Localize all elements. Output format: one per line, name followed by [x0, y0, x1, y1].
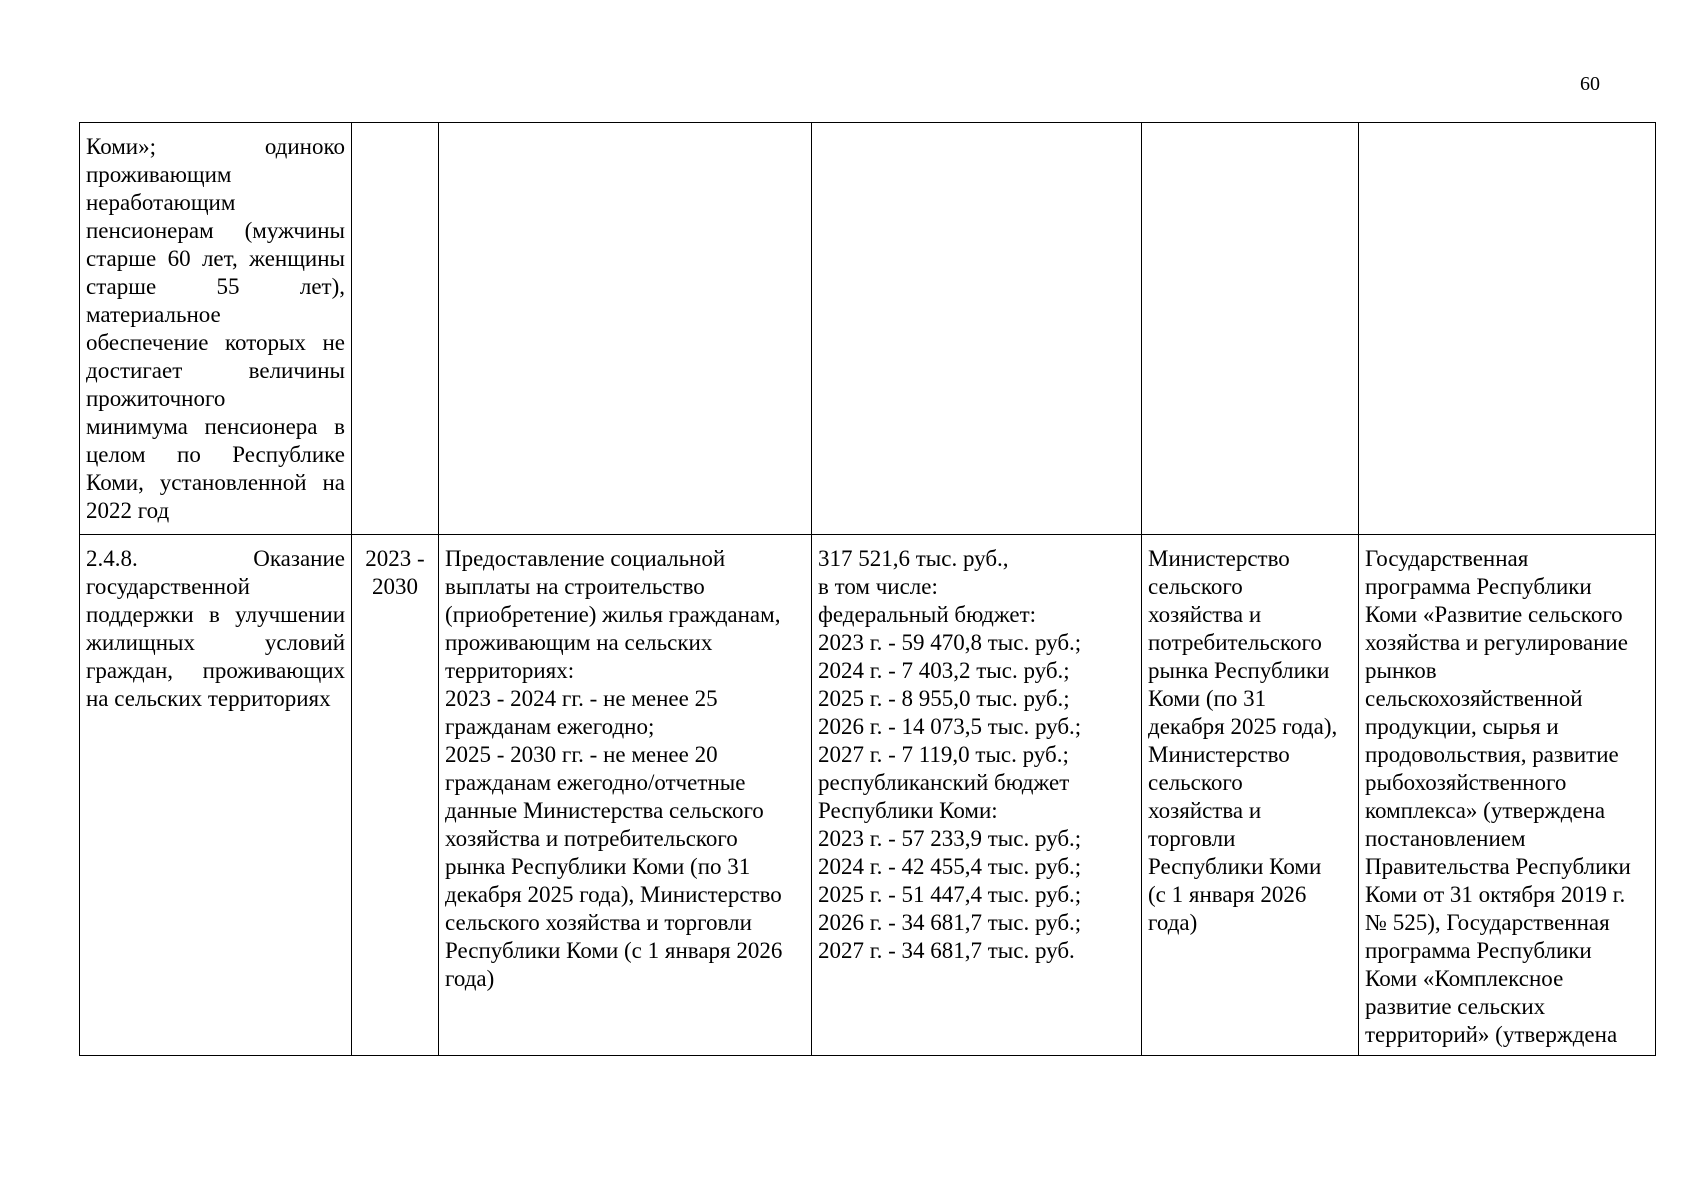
executor-cell — [1142, 123, 1359, 535]
text-line: (с 1 января 2026 — [1148, 882, 1307, 907]
page-number: 60 — [1580, 73, 1600, 95]
text-line: сельскохозяйственной — [1365, 686, 1583, 711]
text-line: жилищных условий — [86, 630, 345, 655]
text-line: сельского — [1148, 770, 1243, 795]
text-line: Республики Коми: — [818, 798, 998, 823]
lines — [86, 133, 345, 525]
text-line: продовольствия, развитие — [1365, 742, 1619, 767]
text-line: Коми»; одиноко — [86, 134, 345, 159]
text-line: Правительства Республики — [1365, 854, 1631, 879]
text-line: 2023 г. - 59 470,8 тыс. руб.; — [818, 630, 1082, 655]
text-line: 2025 г. - 8 955,0 тыс. руб.; — [818, 686, 1070, 711]
text-line: 2023 - — [365, 546, 425, 571]
text-line: Министерство — [1148, 742, 1290, 767]
text-line: старше 55 лет), — [86, 274, 345, 299]
text-line: 2025 г. - 51 447,4 тыс. руб.; — [818, 882, 1082, 907]
indicator-cell — [439, 123, 812, 535]
text-line: минимума пенсионера в — [86, 414, 345, 439]
period-cell — [352, 123, 439, 535]
text-line: федеральный бюджет: — [818, 602, 1037, 627]
text-line: 2022 год — [86, 498, 170, 523]
text-line: программа Республики — [1365, 938, 1592, 963]
text-line: 2023 - 2024 гг. - не менее 25 — [445, 686, 718, 711]
text-line: Республики Коми — [1148, 854, 1322, 879]
text-line: 2023 г. - 57 233,9 тыс. руб.; — [818, 826, 1082, 851]
text-line: проживающим — [86, 162, 232, 187]
text-line: гражданам ежегодно; — [445, 714, 655, 739]
text-line: комплекса» (утверждена — [1365, 798, 1606, 823]
text-line: 2.4.8. Оказание — [86, 546, 345, 571]
text-line: хозяйства и — [1148, 798, 1262, 823]
text-line: сельского — [1148, 574, 1243, 599]
table-row-continuation — [80, 123, 1656, 535]
text-line: сельского хозяйства и торговли — [445, 910, 752, 935]
text-line: рынков — [1365, 658, 1437, 683]
text-line: данные Министерства сельского — [445, 798, 764, 823]
text-line: торговли — [1148, 826, 1236, 851]
text-line: рыбохозяйственного — [1365, 770, 1567, 795]
text-line: года) — [1148, 910, 1198, 935]
program-cell — [1359, 123, 1656, 535]
text-line: Коми от 31 октября 2019 г. — [1365, 882, 1626, 907]
text-line: старше 60 лет, женщины — [86, 246, 345, 271]
text-line: 2027 г. - 7 119,0 тыс. руб.; — [818, 742, 1069, 767]
measure-name-cell — [80, 123, 352, 535]
text-line: года) — [445, 966, 495, 991]
executor-cell — [1142, 535, 1359, 1056]
text-line: поддержки в улучшении — [86, 602, 345, 627]
lines — [86, 545, 345, 713]
text-line: 2024 г. - 42 455,4 тыс. руб.; — [818, 854, 1082, 879]
text-line: Республики Коми (с 1 января 2026 — [445, 938, 783, 963]
text-line: постановлением — [1365, 826, 1526, 851]
text-line: обеспечение которых не — [86, 330, 345, 355]
program-cell — [1359, 535, 1656, 1056]
text-line: потребительского — [1148, 630, 1322, 655]
text-line: Коми (по 31 — [1148, 686, 1267, 711]
text-line: Государственная — [1365, 546, 1529, 571]
text-line: продукции, сырья и — [1365, 714, 1559, 739]
text-line: хозяйства и потребительского — [445, 826, 738, 851]
lines — [445, 545, 805, 993]
lines — [1365, 545, 1649, 1049]
measures-table — [79, 122, 1656, 1056]
text-line: республиканский бюджет — [818, 770, 1070, 795]
text-line: пенсионерам (мужчины — [86, 218, 345, 243]
text-line: программа Республики — [1365, 574, 1592, 599]
text-line: неработающим — [86, 190, 236, 215]
text-line: Министерство — [1148, 546, 1290, 571]
text-line: № 525), Государственная — [1365, 910, 1610, 935]
period-cell — [352, 535, 439, 1056]
text-line: прожиточного — [86, 386, 226, 411]
text-line: 2025 - 2030 гг. - не менее 20 — [445, 742, 718, 767]
text-line: Предоставление социальной — [445, 546, 726, 571]
text-line: развитие сельских — [1365, 994, 1546, 1019]
text-line: 317 521,6 тыс. руб., — [818, 546, 1009, 571]
text-line: хозяйства и — [1148, 602, 1262, 627]
text-line: Коми, установленной на — [86, 470, 345, 495]
text-line: целом по Республике — [86, 442, 345, 467]
text-line: Коми «Комплексное — [1365, 966, 1564, 991]
text-line: 2026 г. - 34 681,7 тыс. руб.; — [818, 910, 1082, 935]
text-line: граждан, проживающих — [86, 658, 345, 683]
text-line: 2027 г. - 34 681,7 тыс. руб. — [818, 938, 1075, 963]
text-line: рынка Республики Коми (по 31 — [445, 854, 751, 879]
lines — [1148, 545, 1352, 937]
text-line: в том числе: — [818, 574, 938, 599]
text-line: выплаты на строительство — [445, 574, 705, 599]
text-line: декабря 2025 года), — [1148, 714, 1338, 739]
text-line: хозяйства и регулирование — [1365, 630, 1628, 655]
text-line: декабря 2025 года), Министерство — [445, 882, 782, 907]
text-line: Коми «Развитие сельского — [1365, 602, 1623, 627]
text-line: государственной — [86, 574, 250, 599]
text-line: 2024 г. - 7 403,2 тыс. руб.; — [818, 658, 1070, 683]
lines — [358, 545, 432, 601]
text-line: территориях: — [445, 658, 575, 683]
funding-cell — [812, 123, 1142, 535]
indicator-cell — [439, 535, 812, 1056]
text-line: проживающим на сельских — [445, 630, 713, 655]
lines — [818, 545, 1135, 965]
text-line: на сельских территориях — [86, 686, 331, 711]
table-row-2-4-8 — [80, 535, 1656, 1056]
text-line: 2030 — [372, 574, 418, 599]
text-line: материальное — [86, 302, 221, 327]
funding-cell — [812, 535, 1142, 1056]
text-line: территорий» (утверждена — [1365, 1022, 1618, 1047]
text-line: достигает величины — [86, 358, 345, 383]
text-line: рынка Республики — [1148, 658, 1330, 683]
text-line: 2026 г. - 14 073,5 тыс. руб.; — [818, 714, 1082, 739]
text-line: гражданам ежегодно/отчетные — [445, 770, 746, 795]
measure-name-cell — [80, 535, 352, 1056]
text-line: (приобретение) жилья гражданам, — [445, 602, 781, 627]
